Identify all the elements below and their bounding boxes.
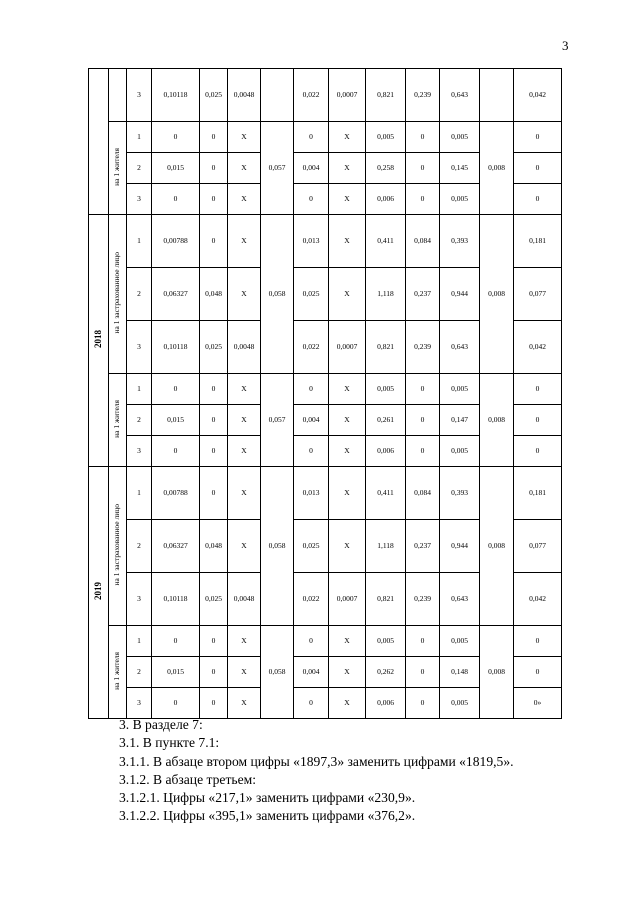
value-cell: 0,821 xyxy=(366,69,406,122)
value-cell: X xyxy=(329,626,366,657)
value-cell: 0,0048 xyxy=(228,321,261,374)
value-cell: 0,015 xyxy=(152,405,200,436)
value-cell: 2 xyxy=(127,657,152,688)
value-cell: X xyxy=(329,184,366,215)
value-cell: 0,042 xyxy=(514,321,562,374)
value-cell: X xyxy=(329,374,366,405)
value-cell: 0 xyxy=(294,374,329,405)
value-cell: X xyxy=(329,122,366,153)
value-cell: 0,004 xyxy=(294,405,329,436)
value-cell: 0 xyxy=(152,122,200,153)
group-label-cell xyxy=(109,374,127,467)
value-cell: 0,042 xyxy=(514,573,562,626)
merged-value-cell: 0,058 xyxy=(261,215,294,374)
value-cell: 0 xyxy=(152,688,200,719)
year-cell xyxy=(89,69,109,215)
merged-value-cell: 0,008 xyxy=(480,122,514,215)
table-row xyxy=(89,122,562,153)
value-cell: X xyxy=(228,215,261,268)
merged-value-cell: 0,008 xyxy=(480,467,514,626)
value-cell: 0,025 xyxy=(294,520,329,573)
group-label: на 1 жителя xyxy=(112,399,122,438)
value-cell: 0,006 xyxy=(366,184,406,215)
value-cell: 0,004 xyxy=(294,153,329,184)
merged-value-cell xyxy=(261,69,294,122)
value-cell: 0 xyxy=(294,122,329,153)
merged-value-cell: 0,008 xyxy=(480,626,514,719)
value-cell: 0,048 xyxy=(200,268,228,321)
value-cell: 0,015 xyxy=(152,153,200,184)
value-cell: 0,643 xyxy=(440,69,480,122)
value-cell: X xyxy=(329,520,366,573)
value-cell: 0,821 xyxy=(366,321,406,374)
value-cell: 0 xyxy=(152,374,200,405)
group-label: на 1 жителя xyxy=(112,651,122,690)
value-cell: 0,411 xyxy=(366,467,406,520)
merged-value-cell xyxy=(480,69,514,122)
value-cell: X xyxy=(329,215,366,268)
value-cell: 0 xyxy=(514,374,562,405)
value-cell: 0,004 xyxy=(294,657,329,688)
value-cell: 2 xyxy=(127,520,152,573)
value-cell: 1 xyxy=(127,626,152,657)
group-label: на 1 застрахованное лицо xyxy=(112,252,122,334)
value-cell: 0,025 xyxy=(200,69,228,122)
value-cell: 0,10118 xyxy=(152,573,200,626)
value-cell: 0,042 xyxy=(514,69,562,122)
value-cell: 0,013 xyxy=(294,215,329,268)
text-line: 3.1.2.1. Цифры «217,1» заменить цифрами «230,9». xyxy=(119,790,416,806)
value-cell: 1 xyxy=(127,122,152,153)
group-label-cell xyxy=(109,626,127,719)
value-cell: 0,025 xyxy=(294,268,329,321)
text-line: 3. В разделе 7: xyxy=(119,717,203,732)
group-label-cell xyxy=(109,122,127,215)
value-cell: 0 xyxy=(514,436,562,467)
year-label: 2019 xyxy=(92,582,103,601)
value-cell: 1 xyxy=(127,374,152,405)
table-row xyxy=(89,467,562,520)
text-line: 3.1.2.2. Цифры «395,1» заменить цифрами «376,2». xyxy=(119,808,416,824)
value-cell: 0 xyxy=(152,626,200,657)
value-cell: 0,077 xyxy=(514,268,562,321)
value-cell: 0,048 xyxy=(200,520,228,573)
text-line: 3.1.2. В абзаце третьем: xyxy=(119,771,256,787)
value-cell: 0,0007 xyxy=(329,573,366,626)
value-cell: 0 xyxy=(200,626,228,657)
group-label-cell xyxy=(109,69,127,122)
value-cell: 0,145 xyxy=(440,153,480,184)
value-cell: 0 xyxy=(200,122,228,153)
value-cell: 0 xyxy=(406,436,440,467)
value-cell: 0,258 xyxy=(366,153,406,184)
value-cell: X xyxy=(228,467,261,520)
value-cell: X xyxy=(228,374,261,405)
value-cell: 0 xyxy=(406,657,440,688)
value-cell: 3 xyxy=(127,688,152,719)
value-cell: 0 xyxy=(406,626,440,657)
value-cell: X xyxy=(228,268,261,321)
value-cell: X xyxy=(228,688,261,719)
value-cell: 0,181 xyxy=(514,467,562,520)
value-cell: 0 xyxy=(406,374,440,405)
value-cell: X xyxy=(228,184,261,215)
value-cell: 0,00788 xyxy=(152,467,200,520)
value-cell: 0,006 xyxy=(366,688,406,719)
value-cell: X xyxy=(329,467,366,520)
value-cell: 3 xyxy=(127,573,152,626)
value-cell: 0,10118 xyxy=(152,321,200,374)
value-cell: 0 xyxy=(200,215,228,268)
value-cell: 0,015 xyxy=(152,657,200,688)
value-cell: 1,118 xyxy=(366,520,406,573)
value-cell: 0,944 xyxy=(440,520,480,573)
value-cell: 0,393 xyxy=(440,467,480,520)
value-cell: 0,10118 xyxy=(152,69,200,122)
table-row xyxy=(89,374,562,405)
value-cell: X xyxy=(228,520,261,573)
value-cell: 0,005 xyxy=(366,626,406,657)
value-cell: 0,0048 xyxy=(228,69,261,122)
value-cell: 0,005 xyxy=(440,436,480,467)
table-row xyxy=(89,626,562,657)
value-cell: 0 xyxy=(152,184,200,215)
merged-value-cell: 0,008 xyxy=(480,215,514,374)
text-line: 3.1. В пункте 7.1: xyxy=(119,735,220,751)
value-cell: 0 xyxy=(406,122,440,153)
year-cell xyxy=(89,215,109,467)
value-cell: 0,0007 xyxy=(329,69,366,122)
value-cell: 2 xyxy=(127,405,152,436)
value-cell: X xyxy=(329,688,366,719)
value-cell: 0,147 xyxy=(440,405,480,436)
value-cell: 0,239 xyxy=(406,573,440,626)
value-cell: 0 xyxy=(200,184,228,215)
year-label: 2018 xyxy=(92,330,103,349)
value-cell: 0 xyxy=(200,657,228,688)
value-cell: 0,239 xyxy=(406,69,440,122)
value-cell: X xyxy=(329,657,366,688)
data-table xyxy=(88,68,562,719)
value-cell: X xyxy=(329,436,366,467)
value-cell: X xyxy=(228,405,261,436)
value-cell: 0 xyxy=(514,626,562,657)
value-cell: 0,013 xyxy=(294,467,329,520)
value-cell: 0 xyxy=(200,688,228,719)
value-cell: 0 xyxy=(152,436,200,467)
value-cell: X xyxy=(228,657,261,688)
merged-value-cell: 0,008 xyxy=(480,374,514,467)
value-cell: 0,944 xyxy=(440,268,480,321)
group-label: на 1 жителя xyxy=(112,147,122,186)
group-label-cell xyxy=(109,215,127,374)
value-cell: 0,077 xyxy=(514,520,562,573)
value-cell: X xyxy=(329,268,366,321)
value-cell: 0,005 xyxy=(440,122,480,153)
value-cell: 0 xyxy=(200,467,228,520)
value-cell: 0 xyxy=(294,436,329,467)
value-cell: 0,643 xyxy=(440,321,480,374)
table-body xyxy=(89,69,562,719)
value-cell: 1,118 xyxy=(366,268,406,321)
value-cell: X xyxy=(228,122,261,153)
value-cell: 0,005 xyxy=(440,688,480,719)
value-cell: 3 xyxy=(127,321,152,374)
value-cell: 0 xyxy=(406,184,440,215)
value-cell: 0,261 xyxy=(366,405,406,436)
value-cell: 0 xyxy=(294,184,329,215)
value-cell: 0 xyxy=(294,626,329,657)
value-cell: 0,022 xyxy=(294,573,329,626)
value-cell: X xyxy=(329,405,366,436)
value-cell: 0,181 xyxy=(514,215,562,268)
value-cell: 0,025 xyxy=(200,573,228,626)
value-cell: 0,262 xyxy=(366,657,406,688)
value-cell: 0» xyxy=(514,688,562,719)
table-row xyxy=(89,215,562,268)
value-cell: 0 xyxy=(514,122,562,153)
value-cell: X xyxy=(228,626,261,657)
year-cell xyxy=(89,467,109,719)
value-cell: 0 xyxy=(406,153,440,184)
value-cell: 3 xyxy=(127,436,152,467)
value-cell: 0,06327 xyxy=(152,268,200,321)
value-cell: 0,239 xyxy=(406,321,440,374)
value-cell: 0,06327 xyxy=(152,520,200,573)
value-cell: 0 xyxy=(200,405,228,436)
value-cell: 0,005 xyxy=(440,184,480,215)
value-cell: 0,643 xyxy=(440,573,480,626)
table-row xyxy=(89,69,562,122)
value-cell: 0,237 xyxy=(406,268,440,321)
value-cell: 0,022 xyxy=(294,69,329,122)
text-line: 3.1.1. В абзаце втором цифры «1897,3» заменить цифрами «1819,5». xyxy=(119,753,514,769)
value-cell: 0,022 xyxy=(294,321,329,374)
value-cell: 0 xyxy=(406,688,440,719)
value-cell: 2 xyxy=(127,153,152,184)
value-cell: 0,005 xyxy=(366,122,406,153)
value-cell: 0 xyxy=(406,405,440,436)
value-cell: 0,025 xyxy=(200,321,228,374)
value-cell: 1 xyxy=(127,467,152,520)
value-cell: 0,006 xyxy=(366,436,406,467)
value-cell: 0 xyxy=(514,657,562,688)
value-cell: X xyxy=(228,436,261,467)
value-cell: 0,411 xyxy=(366,215,406,268)
merged-value-cell: 0,058 xyxy=(261,467,294,626)
page-number: 3 xyxy=(562,38,569,53)
value-cell: 0,084 xyxy=(406,467,440,520)
value-cell: 0,148 xyxy=(440,657,480,688)
value-cell: X xyxy=(329,153,366,184)
value-cell: 2 xyxy=(127,268,152,321)
value-cell: 0 xyxy=(200,374,228,405)
value-cell: 0 xyxy=(200,153,228,184)
value-cell: X xyxy=(228,153,261,184)
value-cell: 0,0007 xyxy=(329,321,366,374)
value-cell: 3 xyxy=(127,184,152,215)
value-cell: 0,005 xyxy=(440,626,480,657)
value-cell: 0,393 xyxy=(440,215,480,268)
group-label: на 1 застрахованное лицо xyxy=(112,504,122,586)
value-cell: 0,005 xyxy=(440,374,480,405)
amendment-text xyxy=(119,716,514,826)
value-cell: 1 xyxy=(127,215,152,268)
group-label-cell xyxy=(109,467,127,626)
value-cell: 0,084 xyxy=(406,215,440,268)
value-cell: 0 xyxy=(514,184,562,215)
value-cell: 0 xyxy=(200,436,228,467)
value-cell: 0 xyxy=(514,405,562,436)
merged-value-cell: 0,057 xyxy=(261,122,294,215)
value-cell: 0,00788 xyxy=(152,215,200,268)
value-cell: 0 xyxy=(294,688,329,719)
value-cell: 0 xyxy=(514,153,562,184)
merged-value-cell: 0,057 xyxy=(261,374,294,467)
value-cell: 0,237 xyxy=(406,520,440,573)
merged-value-cell: 0,058 xyxy=(261,626,294,719)
value-cell: 0,0048 xyxy=(228,573,261,626)
value-cell: 0,821 xyxy=(366,573,406,626)
value-cell: 3 xyxy=(127,69,152,122)
value-cell: 0,005 xyxy=(366,374,406,405)
